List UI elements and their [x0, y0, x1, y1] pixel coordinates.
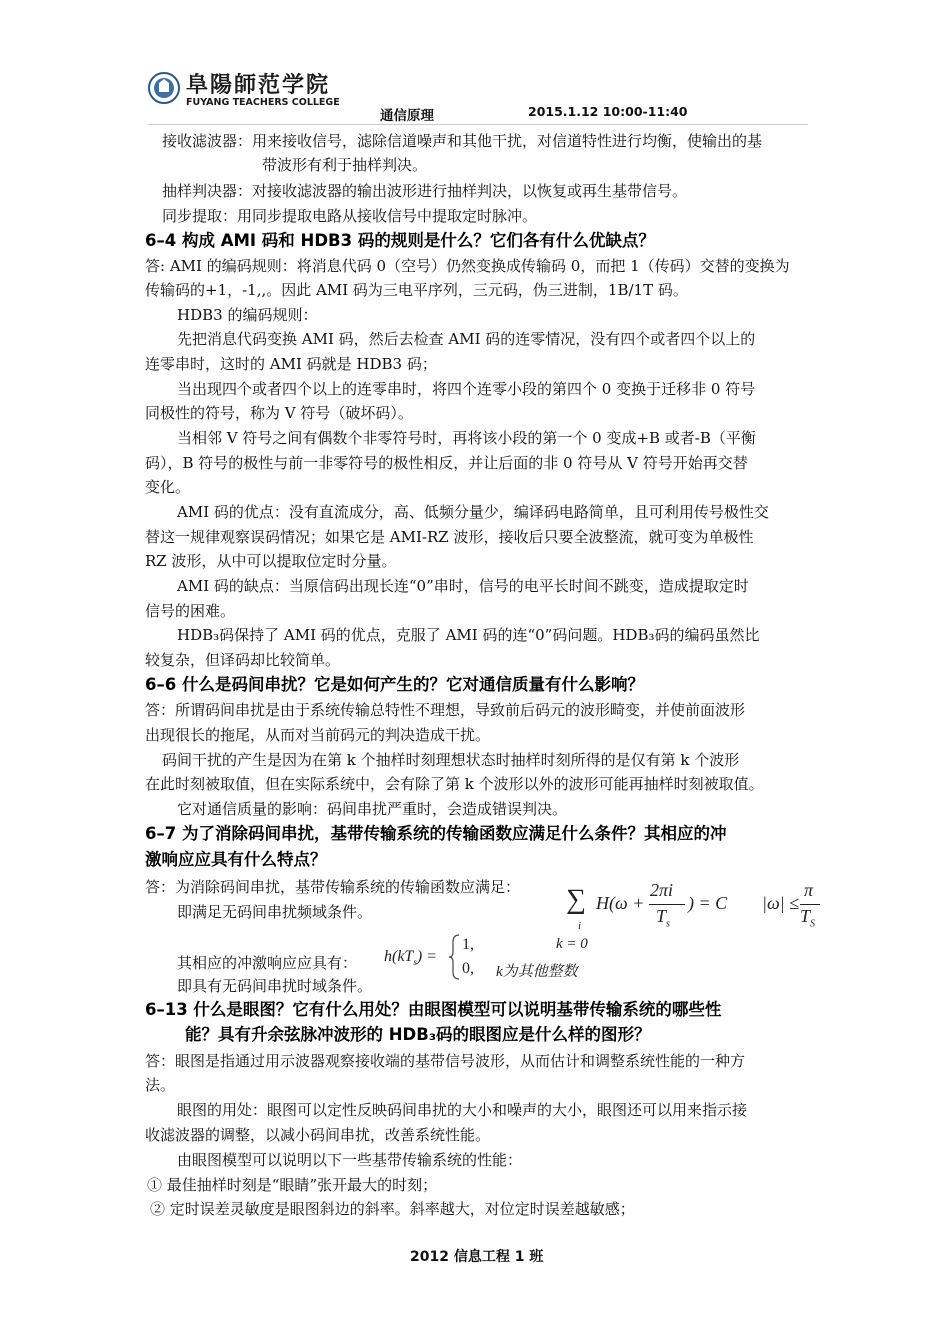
text-line: 答：所谓码间串扰是由于系统传输总特性不理想，导致前后码元的波形畸变，并使前面波形: [145, 701, 746, 719]
text-line: 先把消息代码变换 AMI 码，然后去检查 AMI 码的连零情况，没有四个或者四个以上的: [177, 330, 756, 348]
text-line: 答：为消除码间串扰，基带传输系统的传输函数应满足：: [145, 878, 521, 896]
question-heading: 6–6 什么是码间串扰？它是如何产生的？它对通信质量有什么影响？: [145, 675, 644, 694]
formula-part: h(kT: [384, 948, 414, 965]
question-heading: 激响应应具有什么特点？: [145, 850, 327, 869]
sum-index: i: [578, 920, 582, 932]
text-line: 同步提取：用同步提取电路从接收信号中提取定时脉冲。: [162, 207, 538, 225]
text-line: 接收滤波器：用来接收信号，滤除信道噪声和其他干扰，对信道特性进行均衡，使输出的基: [162, 132, 763, 150]
page-footer: 2012 信息工程 1 班: [410, 1249, 544, 1265]
text-line: HDB₃码保持了 AMI 码的优点，克服了 AMI 码的连“0”码问题。HDB₃码的编码虽然比: [177, 626, 760, 644]
abs-omega-condition: |ω| ≤: [762, 893, 799, 913]
text-line: 连零串时，这时的 AMI 码就是 HDB3 码；: [145, 355, 437, 373]
school-name-en: FUYANG TEACHERS COLLEGE: [186, 97, 340, 108]
text-line: 收滤波器的调整，以减小码间串扰，改善系统性能。: [145, 1126, 491, 1144]
text-line: 当出现四个或者四个以上的连零串时，将四个连零小段的第四个 0 变换于迁移非 0 符号: [177, 380, 756, 398]
period-symbol: T: [800, 906, 811, 926]
text-line: 较复杂，但译码却比较简单。: [145, 651, 341, 669]
subscript: S: [810, 918, 816, 930]
case-two-condition: k为其他整数: [496, 964, 578, 980]
formula-part: ) =: [416, 948, 437, 965]
school-name-cn: 阜陽師范学院: [186, 72, 331, 98]
text-line: 变化。: [145, 478, 191, 496]
text-line: RZ 波形，从中可以提取位定时分量。: [145, 552, 397, 570]
exam-datetime: 2015.1.12 10:00-11:40: [528, 104, 688, 119]
text-line: 答: AMI 的编码规则：将消息代码 0（空号）仍然变换成传输码 0，而把 1（传码）交替的变换为: [145, 257, 790, 275]
pi-numerator: π: [804, 880, 814, 900]
case-one-condition: k = 0: [556, 936, 588, 952]
course-title: 通信原理: [380, 108, 434, 124]
subscript: s: [666, 918, 670, 930]
fraction-numerator: 2πi: [650, 880, 674, 900]
question-heading: 6–13 什么是眼图？它有什么用处？由眼图模型可以说明基带传输系统的哪些性: [145, 1000, 722, 1019]
cases-brace: [448, 934, 460, 984]
text-line: 信号的困难。: [145, 602, 236, 620]
case-one-value: 1,: [462, 936, 474, 953]
text-line: 抽样判决器：对接收滤波器的输出波形进行抽样判决，以恢复或再生基带信号。: [162, 182, 688, 200]
text-line: 出现很长的拖尾，从而对当前码元的判决造成干扰。: [145, 726, 491, 744]
text-line: 传输码的+1，-1,,。因此 AMI 码为三电平序列，三元码，伪三进制，1B/1T 码。: [145, 281, 688, 299]
text-line: 法。: [145, 1076, 176, 1094]
college-logo: [148, 72, 180, 104]
text-line: 答：眼图是指通过用示波器观察接收端的基带信号波形，从而估计和调整系统性能的一种方: [145, 1052, 746, 1070]
text-line: 在此时刻被取值，但在实际系统中，会有除了第 k 个波形以外的波形可能再抽样时刻被取值。: [145, 775, 764, 793]
text-line: AMI 码的缺点：当原信码出现长连“0”串时，信号的电平长时间不跳变，造成提取定时: [177, 577, 749, 595]
fraction-bar: [800, 904, 820, 905]
question-heading: 6–7 为了消除码间串扰，基带传输系统的传输函数应满足什么条件？其相应的冲: [145, 824, 727, 843]
text-line: 替这一规律观察误码情况；如果它是 AMI-RZ 波形，接收后只要全波整流，就可变为单极性: [145, 528, 754, 546]
text-line: 即具有无码间串扰时域条件。: [177, 977, 373, 995]
text-line: 带波形有利于抽样判决。: [262, 156, 428, 174]
text-line: 当相邻 V 符号之间有偶数个非零符号时，再将该小段的第一个 0 变成+B 或者-B（平衡: [177, 429, 756, 447]
ts-denominator: [800, 906, 815, 930]
fraction-bar: [649, 904, 685, 905]
text-line: HDB3 的编码规则：: [177, 306, 318, 324]
text-line: 码），B 符号的极性与前一非零符号的极性相反，并让后面的非 0 符号从 V 符号开始再交替: [145, 454, 748, 472]
text-line: ② 定时误差灵敏度是眼图斜边的斜率。斜率越大，对位定时误差越敏感；: [150, 1200, 635, 1218]
question-heading: 6–4 构成 AMI 码和 HDB3 码的规则是什么？它们各有什么优缺点？: [145, 231, 655, 250]
text-line: 码间干扰的产生是因为在第 k 个抽样时刻理想状态时抽样时刻所得的是仅有第 k 个波形: [162, 751, 740, 769]
text-line: AMI 码的优点：没有直流成分，高、低频分量少，编译码电路简单，且可利用传号极性交: [177, 503, 769, 521]
text-line: 其相应的冲激响应应具有：: [177, 954, 358, 972]
formula-equals-c: ) = C: [688, 893, 728, 913]
text-line: 它对通信质量的影响：码间串扰严重时，会造成错误判决。: [177, 800, 568, 818]
text-line: 眼图的用处：眼图可以定性反映码间串扰的大小和噪声的大小，眼图还可以用来指示接: [177, 1101, 748, 1119]
formula-h-kts: [384, 948, 437, 967]
subscript: s: [413, 957, 417, 968]
period-symbol: T: [656, 906, 667, 926]
formula-h-omega: H(ω +: [596, 893, 645, 913]
text-line: ① 最佳抽样时刻是“眼睛”张开最大的时刻；: [147, 1176, 438, 1194]
question-heading: 能？具有升余弦脉冲波形的 HDB₃码的眼图应是什么样的图形？: [185, 1025, 651, 1044]
case-two-value: 0,: [462, 960, 474, 977]
text-line: 同极性的符号，称为 V 符号（破坏码）。: [145, 404, 413, 422]
header-rule: [148, 124, 808, 125]
sum-symbol: ∑: [566, 884, 586, 915]
fraction-denominator: [656, 906, 670, 930]
text-line: 即满足无码间串扰频域条件。: [177, 903, 373, 921]
text-line: 由眼图模型可以说明以下一些基带传输系统的性能：: [177, 1151, 523, 1169]
